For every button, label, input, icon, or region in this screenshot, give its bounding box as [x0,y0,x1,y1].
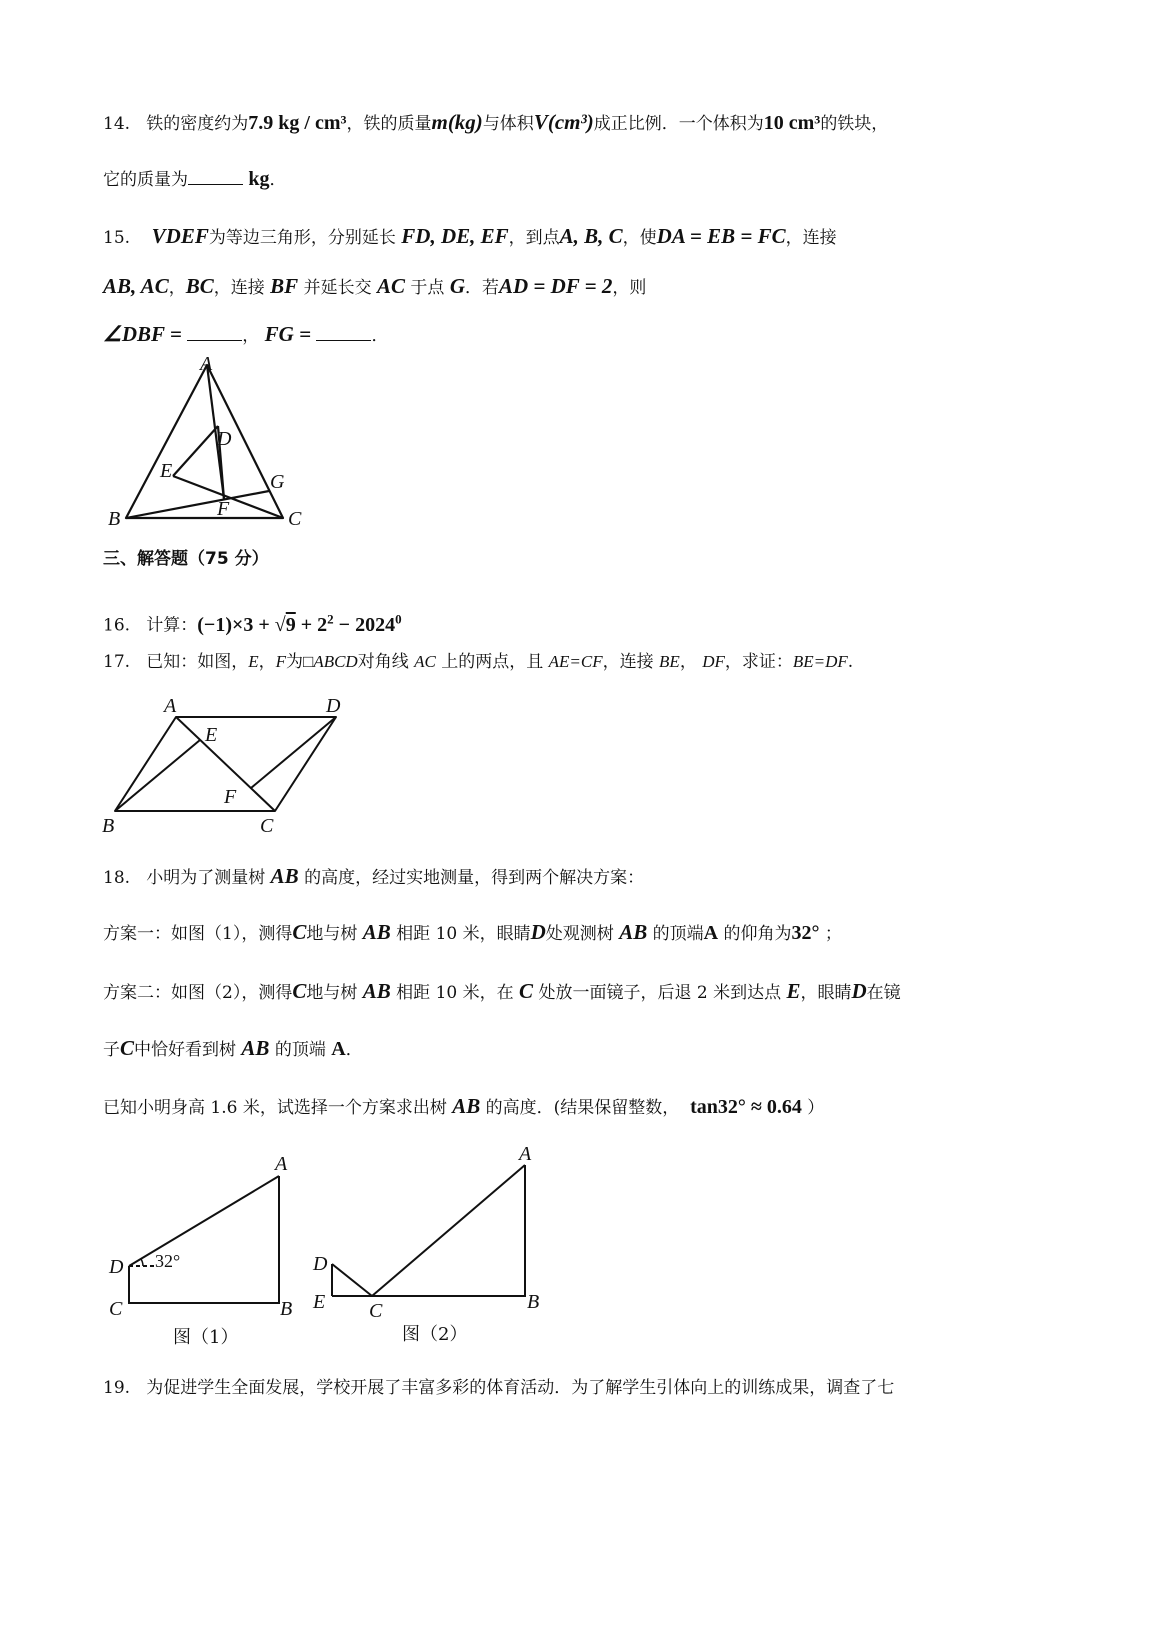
q14-text2: ，铁的质量 [346,114,432,134]
q14-volume-value: 10 cm³ [763,112,821,134]
q15-ab-ac: AB, AC [103,274,169,298]
q18-p3-text4: ． [345,1040,363,1060]
segment-df [251,717,336,788]
q18-text2: 的高度，经过实地测量，得到两个解决方案： [304,868,645,888]
q18-known-text3: ） [807,1098,825,1118]
q14-answer-blank[interactable] [188,166,243,185]
q19-number: 19. [103,1378,131,1398]
q14-unit: kg [248,168,270,190]
q15-text1: 为等边三角形，分别延长 [208,228,396,248]
q18-p3-c: C [120,1036,135,1060]
q17-parallelogram: □ABCD [303,652,358,671]
label-angle: 32° [155,1251,181,1271]
q15-if: ．若 [465,278,499,298]
q17-figure [100,690,360,840]
q16-expr-b: + 2 [295,613,328,636]
q15-ac: AC [377,274,406,298]
q16-sup1: 2 [327,611,334,626]
q18-tan: tan32° ≈ 0.64 [690,1096,802,1118]
q17-text7: . [847,652,854,672]
q14-mass: m(kg) [431,110,483,134]
q17-goal: BE=DF [792,652,848,671]
q15-angle-dbf: ∠DBF = [103,322,182,346]
q18-p2-text4: 处放一面镜子，后退 2 米到达点 [538,983,782,1003]
q18-p1-ab2: AB [619,920,648,944]
q14-text3: 与体积 [482,114,534,134]
q18-p1-c: C [292,920,307,944]
q18-known [103,1092,824,1122]
q17-ac: AC [414,652,436,671]
caption-2: 图（2） [402,1324,468,1345]
label-a: A [164,695,177,717]
q18-p3-ab: AB [241,1036,270,1060]
label-b: B [527,1291,540,1313]
q15-end: ． [371,326,389,346]
q15-g: G [449,274,465,298]
q15-bc: BC [185,274,214,298]
q18-p2-c2: C [519,979,534,1003]
q17-df: DF [702,652,725,671]
q17-e: E [248,652,259,671]
q17-text5: ，连接 [602,652,654,672]
q15-equation: DA = EB = FC [656,224,786,248]
label-c: C [260,815,274,837]
q18-p1-text3: 相距 10 米，眼睛 [396,924,531,944]
q15-bf: BF [270,274,299,298]
q14-text5: 的铁块， [820,114,889,134]
q18-number: 18. [103,868,131,888]
reflect-ca [372,1165,525,1296]
q14-text4: 成正比例．一个体积为 [593,114,764,134]
q15-line2 [103,272,646,302]
q18-known-text1: 已知小明身高 1.6 米，试选择一个方案求出树 [103,1098,447,1118]
q16-label: 计算： [146,615,198,636]
label-b: B [280,1298,293,1320]
q15-comma: ， [168,278,186,298]
q17-text1: 已知：如图， [146,652,249,672]
label-c: C [369,1300,383,1322]
q14-density: 7.9 kg / cm³ [248,112,347,134]
q15-line1 [103,222,837,252]
segment-d-e [173,426,218,476]
q14-text1: 铁的密度约为 [146,114,249,134]
q16-line [103,605,402,640]
q17-line [103,648,853,676]
q16-sup2: 0 [395,611,402,626]
q15-angle-blank[interactable] [187,322,242,341]
q18-p2-text1: 方案二：如图（2），测得 [103,983,293,1003]
label-d: D [217,428,232,450]
q18-p1-a: A [703,922,719,944]
q17-sep1: ， [258,652,276,672]
q18-plan2-cont [103,1034,363,1064]
q16-expr-c: − 2024 [333,613,396,636]
label-d: D [109,1256,124,1278]
q17-sep2: ， [679,652,697,672]
q18-p2-e: E [786,979,801,1003]
q18-line1 [103,862,644,892]
q18-p1-text2: 地与树 [306,924,358,944]
label-e: E [313,1291,326,1313]
ground-and-tree [332,1165,525,1296]
q16-sqrt-arg: 9 [285,613,296,636]
q18-plan2 [103,977,901,1007]
q15-text3: ，使 [622,228,657,248]
ground-and-tree [129,1176,279,1303]
q18-p1-text4: 处观测树 [545,924,614,944]
segment-be [115,740,200,811]
q15-connect: ，连接 [213,278,265,298]
q18-known-ab: AB [452,1094,481,1118]
q18-p2-c: C [292,979,307,1003]
q17-number: 17. [103,652,131,672]
q18-ab: AB [270,864,299,888]
label-c: C [109,1298,123,1320]
q15-text2: ，到点 [508,228,560,248]
caption-1: 图（1） [173,1327,239,1348]
q18-figure-2 [305,1140,565,1360]
q16-sqrt: √ [274,613,286,636]
q18-p2-text3: 相距 10 米，在 [396,983,514,1003]
q15-then: ，则 [612,278,647,298]
q18-p3-a: A [331,1038,346,1060]
label-a: A [275,1153,288,1175]
q17-condition: AE=CF [548,652,603,671]
q16-expression [197,611,402,636]
section-heading: 三、解答题（75 分） [103,549,269,569]
q18-known-text2: 的高度．(结果保留整数， [485,1098,680,1118]
q18-text1: 小明为了测量树 [146,868,266,888]
q14-text7: ． [269,170,287,190]
q18-p2-ab: AB [362,979,391,1003]
q18-p2-text6: 在镜 [866,983,901,1003]
q17-text6: ，求证： [724,652,793,672]
q15-fg-blank[interactable] [316,322,371,341]
q14-volume: V(cm³) [533,110,594,134]
label-a: A [200,353,213,375]
q17-text2: 为 [286,652,304,672]
label-e: E [160,460,173,482]
label-b: B [102,815,115,837]
q15-sep: ， [242,326,260,346]
q18-p3-text2: 中恰好看到树 [134,1040,237,1060]
angle-arc [141,1259,143,1266]
q15-fg: FG = [264,322,312,346]
label-b: B [108,508,121,530]
q18-p3-text3: 的顶端 [274,1040,326,1060]
q17-f: F [275,652,287,671]
label-g: G [270,471,285,493]
q18-p3-text1: 子 [103,1040,120,1060]
q18-p2-d: D [851,979,867,1003]
q15-at-point: 于点 [410,278,445,298]
q18-p1-text7: ； [824,924,842,944]
q15-triangle: VDEF [151,224,209,248]
q14-number: 14. [103,114,131,134]
label-e: E [205,724,218,746]
q14-line1 [103,108,888,138]
q18-p2-text5: ，眼睛 [800,983,852,1003]
q19-text1: 为促进学生全面发展，学校开展了丰富多彩的体育活动．为了解学生引体向上的训练成果，调查了七 [146,1378,895,1398]
q14-text6: 它的质量为 [103,170,188,190]
q18-p1-ab: AB [362,920,391,944]
q16-number: 16. [103,615,131,636]
label-a: A [519,1143,532,1165]
q15-text4: ，连接 [785,228,837,248]
sight-line [129,1176,279,1266]
q18-p1-d: D [530,920,546,944]
q17-text3: 对角线 [357,652,409,672]
label-d: D [326,695,341,717]
q18-figure-1 [100,1150,310,1350]
q17-text4: 上的两点，且 [441,652,544,672]
q18-plan1 [103,918,842,948]
q15-number: 15. [103,228,131,248]
q14-line2 [103,165,287,194]
q15-extend: 并延长交 [303,278,372,298]
label-f: F [217,498,230,520]
q15-figure [100,353,320,540]
q16-expr-a: (−1)×3 + [197,613,275,636]
q18-p2-text2: 地与树 [306,983,358,1003]
reflect-dc [332,1264,372,1296]
q19-line [103,1374,894,1402]
q15-line3 [103,320,388,350]
q18-p1-text1: 方案一：如图（1），测得 [103,924,293,944]
label-d: D [313,1253,328,1275]
q15-given: AD = DF = 2 [499,274,613,298]
q18-p1-text5: 的顶端 [652,924,704,944]
q15-points: A, B, C [559,224,623,248]
q18-p1-angle: 32° [791,922,820,944]
q17-be: BE [659,652,680,671]
q15-sides: FD, DE, EF [401,224,509,248]
q18-p1-text6: 的仰角为 [723,924,792,944]
label-f: F [224,786,237,808]
label-c: C [288,508,302,530]
